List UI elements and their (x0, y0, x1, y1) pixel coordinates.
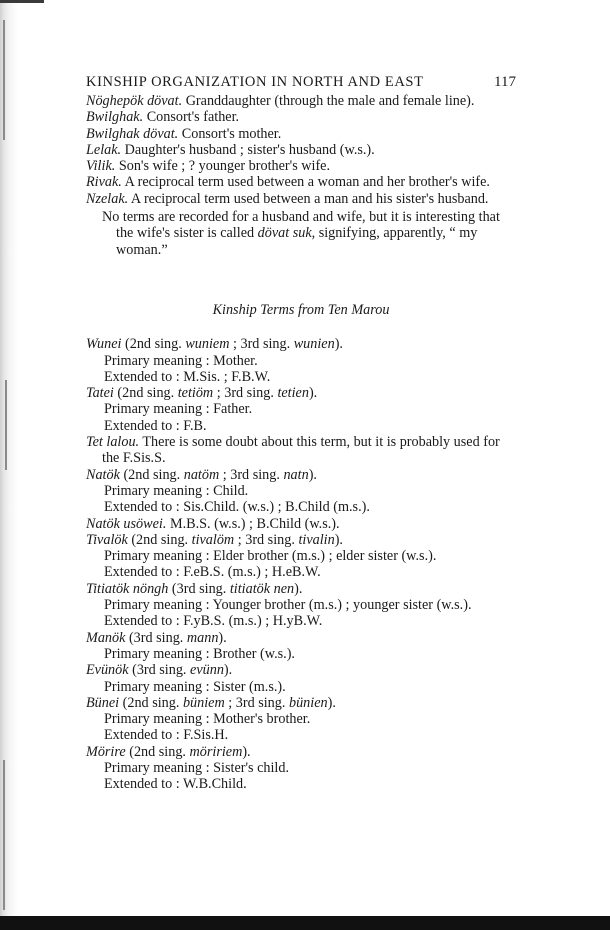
term-block (86, 532, 516, 581)
note-before: No terms are recorded for a husband and wife, but it is interesting that the wife's sister is called (102, 209, 500, 242)
term-text: (3rd sing. (168, 580, 230, 597)
running-head (86, 74, 516, 91)
term-text: ; 3rd sing. (224, 694, 289, 711)
term-form: Tivalök (86, 531, 128, 548)
term-meaning-line: Extended to : M.Sis. ; F.B.W. (104, 368, 271, 385)
note-after: signifying, apparently, “ my woman.” (116, 225, 478, 258)
scan-bottom-band (0, 916, 610, 930)
term-form: evünn (190, 662, 224, 679)
term-block (86, 695, 516, 744)
term-form: Natök (86, 466, 120, 483)
term-form: Wunei (86, 336, 122, 353)
scan-corner-mark (0, 0, 44, 15)
term-form: möririem (189, 743, 243, 760)
page-content (86, 74, 516, 793)
kinship-entry (86, 109, 516, 125)
entry-term: Nzelak. (86, 190, 129, 207)
term-form: büniem (182, 694, 225, 711)
note-paragraph (86, 209, 516, 258)
term-text: ). (242, 743, 251, 760)
entry-gloss: Consort's mother. (178, 125, 282, 142)
scan-streak (3, 760, 5, 910)
term-meaning-line: Extended to : F.B. (104, 417, 207, 434)
entry-gloss: Granddaughter (through the male and female line). (182, 93, 475, 109)
term-form: bünien (288, 694, 328, 711)
term-form: Bünei (86, 694, 120, 711)
term-block (86, 385, 516, 434)
term-headword (86, 695, 516, 711)
term-meaning-line: Extended to : Sis.Child. (w.s.) ; B.Child (m.s.). (104, 499, 370, 516)
term-headword (86, 744, 516, 760)
term-form: Evünök (86, 662, 129, 679)
term-form: Titiatök nöngh (86, 580, 169, 597)
kinship-entry (86, 158, 516, 174)
page-number: 117 (494, 74, 516, 90)
term-text: (2nd sing. (119, 694, 183, 711)
running-head-title: KINSHIP ORGANIZATION IN NORTH AND EAST (86, 74, 424, 90)
term-text: (2nd sing. (121, 336, 186, 353)
term-block (86, 630, 516, 663)
term-text: ). (223, 662, 233, 679)
term-block (86, 744, 516, 793)
term-form: tivalin (298, 531, 335, 548)
term-text: (2nd sing. (113, 385, 178, 402)
term-text: ). (218, 629, 227, 646)
term-text: (2nd sing. (127, 531, 192, 548)
term-form: Mörire (86, 743, 126, 760)
term-text: (2nd sing. (119, 466, 184, 483)
kinship-entry (86, 93, 516, 109)
term-text: ). (327, 694, 336, 711)
term-meaning-line: Primary meaning : Mother. (104, 352, 258, 369)
term-meaning-line: Primary meaning : Sister's child. (104, 759, 289, 776)
entry-gloss: Daughter's husband ; sister's husband (w.s.). (121, 141, 375, 158)
term-headword (86, 532, 516, 548)
entry-gloss: Consort's father. (143, 109, 240, 126)
kinship-entry (86, 126, 516, 142)
term-text: ). (308, 385, 318, 402)
term-meaning-line: Extended to : F.Sis.H. (104, 727, 229, 744)
term-form: wuniem (185, 336, 230, 353)
term-form: Tet lalou. (86, 434, 140, 451)
kinship-entry (86, 191, 516, 207)
term-form: Tatei (86, 385, 114, 402)
term-text: (2nd sing. (125, 743, 190, 760)
scan-streak (5, 380, 7, 470)
entry-term: Bwilghak. (86, 109, 144, 126)
term-block (86, 581, 516, 630)
term-meaning-line: Extended to : F.eB.S. (m.s.) ; H.eB.W. (104, 564, 321, 581)
entry-gloss: A reciprocal term used between a woman and her brother's wife. (121, 174, 490, 191)
term-meaning-line: Primary meaning : Sister (m.s.). (104, 678, 286, 695)
section-title: Kinship Terms from Ten Marou (212, 301, 390, 318)
term-text: M.B.S. (w.s.) ; B.Child (w.s.). (166, 515, 340, 532)
term-meaning-line: Primary meaning : Elder brother (m.s.) ; elder sister (w.s.). (104, 548, 437, 565)
term-form: titiatök nen (229, 580, 295, 597)
entry-term: Vilik. (86, 158, 116, 175)
term-meaning-line: Primary meaning : Mother's brother. (104, 711, 311, 728)
term-form: natn (283, 466, 309, 483)
term-headword (86, 581, 516, 597)
term-headword (86, 630, 516, 646)
term-headword (86, 467, 516, 483)
entry-gloss: A reciprocal term used between a man and his sister's husband. (128, 190, 489, 207)
entry-gloss: Son's wife ; ? younger brother's wife. (115, 158, 331, 175)
term-form: tetiöm (177, 385, 214, 402)
term-text: (3rd sing. (128, 662, 191, 679)
term-block (86, 662, 516, 695)
term-text: ; 3rd sing. (213, 385, 278, 402)
top-entries (86, 93, 516, 793)
term-block (86, 336, 516, 385)
entry-term: Bwilghak dövat. (86, 125, 179, 142)
term-form: Manök (86, 629, 126, 646)
term-meaning-line: Primary meaning : Child. (104, 482, 249, 499)
term-headword (86, 336, 516, 352)
term-text: ). (294, 580, 303, 597)
term-block (86, 516, 516, 532)
term-text: ; 3rd sing. (219, 466, 284, 483)
entry-term: Lelak. (86, 141, 122, 158)
kinship-entry (86, 174, 516, 190)
term-form: tetien (277, 385, 309, 402)
term-text: ). (334, 336, 343, 353)
term-headword (86, 385, 516, 401)
term-headword (86, 662, 516, 678)
term-block (86, 467, 516, 516)
term-meaning-line: Primary meaning : Father. (104, 401, 253, 418)
term-text: ). (334, 531, 343, 548)
term-meaning-line: Extended to : W.B.Child. (104, 776, 247, 793)
term-meaning-line: Primary meaning : Younger brother (m.s.) ; younger sister (w.s.). (104, 597, 472, 614)
term-headword (86, 516, 516, 532)
term-meaning-line: Primary meaning : Brother (w.s.). (104, 645, 295, 662)
note-text (102, 209, 516, 258)
term-form: natöm (183, 466, 220, 483)
terms-list (86, 336, 516, 792)
term-text: There is some doubt about this term, but it is probably used for the F.Sis.S. (102, 434, 500, 467)
entry-term: Nöghepök dövat. (86, 93, 183, 109)
term-block (86, 434, 516, 467)
kinship-entry (86, 142, 516, 158)
term-text: ; 3rd sing. (234, 531, 299, 548)
top-entries-list (86, 93, 516, 207)
term-text: ). (308, 466, 317, 483)
term-form: wunien (293, 336, 335, 353)
term-text: (3rd sing. (125, 629, 187, 646)
term-form: mann (186, 629, 219, 646)
term-text: ; 3rd sing. (229, 336, 294, 353)
term-form: Natök usöwei. (86, 515, 167, 532)
entry-term: Rivak. (86, 174, 122, 191)
term-headword (86, 434, 516, 467)
term-form: tivalöm (191, 531, 235, 548)
scan-shadow-edge (0, 0, 18, 930)
note-term: dövat suk, (257, 225, 316, 242)
scan-streak (3, 20, 5, 140)
term-meaning-line: Extended to : F.yB.S. (m.s.) ; H.yB.W. (104, 613, 323, 630)
